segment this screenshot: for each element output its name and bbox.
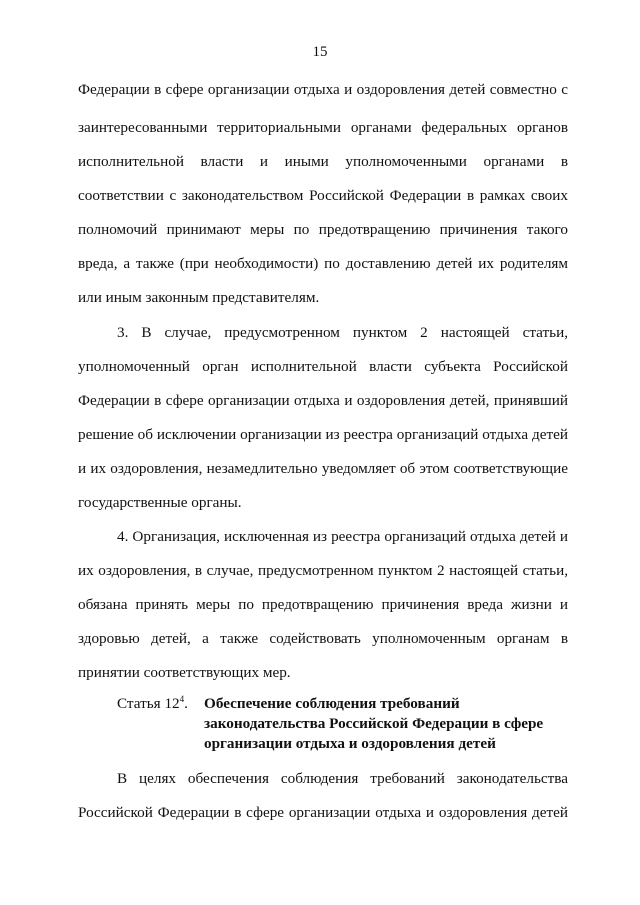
text-line: или иным законным представителям.	[78, 289, 320, 306]
text-line: принятии соответствующих мер.	[78, 664, 291, 681]
article-label	[117, 694, 188, 714]
article-title-line: законодательства Российской Федерации в сфере	[204, 715, 544, 732]
text-line: В целях обеспечения соблюдения требований законодательства	[117, 770, 568, 787]
text-line: вреда, а также (при необходимости) по доставлению детей их родителям	[78, 255, 568, 272]
text-line: 4. Организация, исключенная из реестра организаций отдыха детей и	[117, 528, 568, 545]
text-line: государственные органы.	[78, 494, 242, 511]
text-line: соответствии с законодательством Российской Федерации в рамках своих	[78, 187, 568, 204]
article-title	[204, 694, 584, 754]
text-line: полномочий принимают меры по предотвращению причинения такого	[78, 221, 568, 238]
article-label-suffix: .	[184, 695, 188, 712]
text-line: обязана принять меры по предотвращению причинения вреда жизни и	[78, 596, 568, 613]
article-label-text: Статья 12	[117, 695, 180, 712]
text-line: Федерации в сфере организации отдыха и оздоровления детей совместно с	[78, 81, 568, 98]
text-line: здоровью детей, а также содействовать уполномоченным органам в	[78, 630, 568, 647]
text-line: решение об исключении организации из реестра организаций отдыха детей	[78, 426, 568, 443]
text-line: и их оздоровления, незамедлительно уведомляет об этом соответствующие	[78, 460, 568, 477]
text-line: Российской Федерации в сфере организации отдыха и оздоровления детей	[78, 804, 568, 821]
text-line: 3. В случае, предусмотренном пунктом 2 настоящей статьи,	[117, 324, 568, 341]
page-number: 15	[312, 44, 328, 60]
article-title-line: Обеспечение соблюдения требований	[204, 695, 460, 712]
text-line: Федерации в сфере организации отдыха и оздоровления детей, принявший	[78, 392, 568, 409]
text-line: их оздоровления, в случае, предусмотренном пунктом 2 настоящей статьи,	[78, 562, 568, 579]
article-title-line: организации отдыха и оздоровления детей	[204, 735, 496, 752]
text-line: исполнительной власти и иными уполномоченными органами в	[78, 153, 568, 170]
article-label-superscript: 4	[179, 693, 185, 704]
text-line: заинтересованными территориальными органами федеральных органов	[78, 119, 568, 136]
text-line: уполномоченный орган исполнительной власти субъекта Российской	[78, 358, 568, 375]
